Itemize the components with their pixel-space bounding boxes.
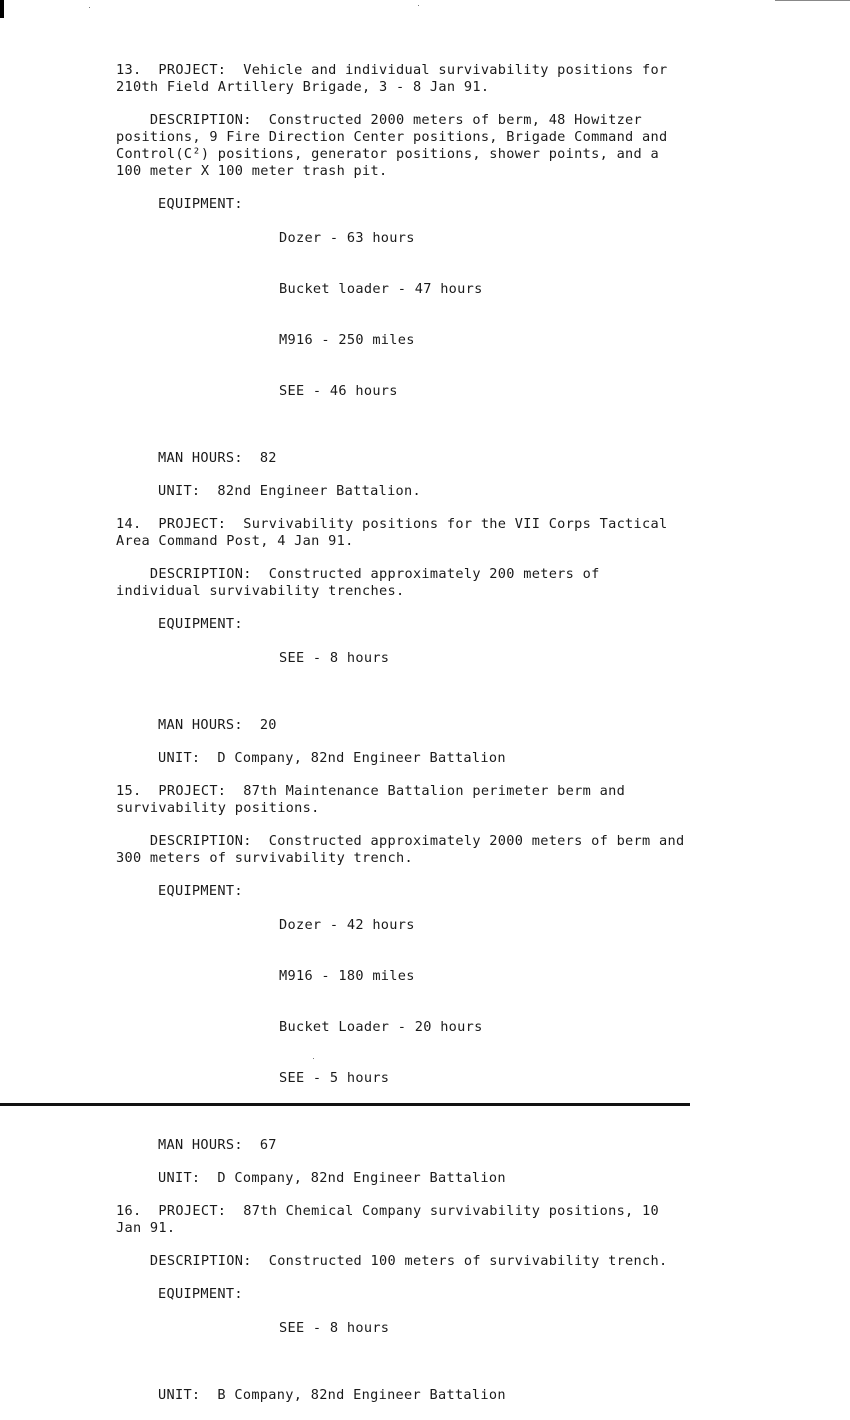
text-line: 100 meter X 100 meter trash pit. [116, 163, 388, 179]
text-line: DESCRIPTION: Constructed 2000 meters of berm, 48 Howitzer [116, 112, 643, 128]
man-hours-value: 67 [259, 1137, 277, 1153]
man-hours-label: MAN HOURS: [158, 717, 243, 733]
scan-dot [89, 7, 90, 8]
unit-label: UNIT: [158, 483, 201, 499]
description [116, 833, 806, 867]
text-line: 13. PROJECT: Vehicle and individual survivability positions for [116, 62, 668, 78]
scan-edge-top [775, 0, 850, 1]
text-line: DESCRIPTION: Constructed 100 meters of survivability trench. [116, 1253, 668, 1269]
text-line: Control(C²) positions, generator positions, shower points, and a [116, 146, 659, 162]
equipment-label: EQUIPMENT: [158, 883, 243, 899]
scan-dot [418, 5, 419, 6]
man-hours-value: 20 [259, 717, 277, 733]
unit-label: UNIT: [158, 1387, 201, 1403]
scan-edge-left [0, 0, 4, 18]
project-heading [116, 516, 806, 550]
text-line: 15. PROJECT: 87th Maintenance Battalion perimeter berm and [116, 783, 626, 799]
unit [158, 750, 806, 767]
equipment-list [279, 196, 806, 434]
text-line: 300 meters of survivability trench. [116, 850, 413, 866]
document-page [116, 62, 806, 1420]
unit [158, 1387, 806, 1404]
project-heading [116, 62, 806, 96]
text-line: 16. PROJECT: 87th Chemical Company survivability positions, 10 [116, 1203, 659, 1219]
equipment-entry: M916 - 180 miles [279, 968, 415, 984]
man-hours [158, 1137, 806, 1154]
project-item-13 [116, 62, 806, 500]
equipment-entry: SEE - 46 hours [279, 383, 398, 399]
equipment-entry: SEE - 8 hours [279, 1320, 390, 1336]
equipment-label: EQUIPMENT: [158, 196, 243, 212]
text-line: 14. PROJECT: Survivability positions for the VII Corps Tactical [116, 516, 668, 532]
equipment-block [158, 883, 806, 1121]
description [116, 112, 806, 180]
unit-value: 82nd Engineer Battalion. [217, 483, 422, 499]
equipment-label: EQUIPMENT: [158, 616, 243, 632]
scan-edge-bottom [0, 1103, 690, 1106]
equipment-entry: Dozer - 63 hours [279, 230, 415, 246]
equipment-entry: SEE - 8 hours [279, 650, 390, 666]
project-item-16 [116, 1203, 806, 1404]
man-hours [158, 717, 806, 734]
text-line: survivability positions. [116, 800, 320, 816]
unit [158, 483, 806, 500]
text-line: individual survivability trenches. [116, 583, 405, 599]
text-line: DESCRIPTION: Constructed approximately 2000 meters of berm and [116, 833, 685, 849]
man-hours-label: MAN HOURS: [158, 1137, 243, 1153]
equipment-block [158, 196, 806, 434]
equipment-entry: Dozer - 42 hours [279, 917, 415, 933]
equipment-list [279, 616, 806, 701]
equipment-entry: Bucket Loader - 20 hours [279, 1019, 483, 1035]
unit-label: UNIT: [158, 750, 201, 766]
equipment-list [279, 883, 806, 1121]
project-item-14 [116, 516, 806, 767]
equipment-block [158, 616, 806, 701]
text-line: Jan 91. [116, 1220, 176, 1236]
unit-value: D Company, 82nd Engineer Battalion [217, 750, 506, 766]
man-hours-label: MAN HOURS: [158, 450, 243, 466]
equipment-entry: M916 - 250 miles [279, 332, 415, 348]
man-hours-value: 82 [259, 450, 277, 466]
unit-value: B Company, 82nd Engineer Battalion [217, 1387, 506, 1403]
unit [158, 1170, 806, 1187]
description [116, 566, 806, 600]
equipment-block [158, 1286, 806, 1371]
equipment-label: EQUIPMENT: [158, 1286, 243, 1302]
project-item-15 [116, 783, 806, 1187]
project-heading [116, 1203, 806, 1237]
equipment-list [279, 1286, 806, 1371]
text-line: DESCRIPTION: Constructed approximately 200 meters of [116, 566, 600, 582]
text-line: 210th Field Artillery Brigade, 3 - 8 Jan 91. [116, 79, 490, 95]
text-line: positions, 9 Fire Direction Center positions, Brigade Command and [116, 129, 668, 145]
equipment-entry: Bucket loader - 47 hours [279, 281, 483, 297]
project-heading [116, 783, 806, 817]
unit-value: D Company, 82nd Engineer Battalion [217, 1170, 506, 1186]
unit-label: UNIT: [158, 1170, 201, 1186]
description [116, 1253, 806, 1270]
text-line: Area Command Post, 4 Jan 91. [116, 533, 354, 549]
man-hours [158, 450, 806, 467]
equipment-entry: SEE - 5 hours [279, 1070, 390, 1086]
